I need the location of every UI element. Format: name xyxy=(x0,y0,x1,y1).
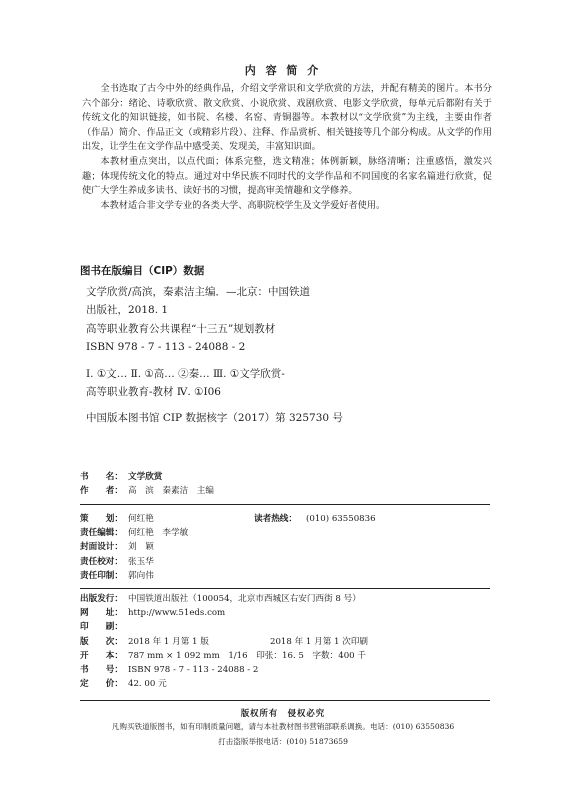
cip-block xyxy=(86,283,496,428)
format-label: 开 本： xyxy=(80,650,123,661)
editor-value: 何红艳 李学敏 xyxy=(128,528,189,539)
divider xyxy=(80,588,490,589)
cip-heading: 图书在版编目（CIP）数据 xyxy=(80,265,205,277)
quality-notice: 凡购买铁道版图书，如有印制质量问题，请与本社教材图书营销部联系调换。电话：(010) 63550836 xyxy=(111,722,455,731)
cip-line: 中国版本图书馆 CIP 数据核字（2017）第 325730 号 xyxy=(86,412,343,425)
cip-line: ISBN 978 - 7 - 113 - 24088 - 2 xyxy=(86,341,246,354)
editor-info xyxy=(80,512,500,583)
price-label: 定 价： xyxy=(80,679,123,690)
publisher-value: 中国铁道出版社（100054，北京市西城区右安门西街 8 号） xyxy=(128,594,361,604)
content-summary xyxy=(82,82,492,213)
price-value: 42. 00 元 xyxy=(128,679,167,690)
planner-label: 策 划： xyxy=(80,514,123,524)
divider xyxy=(80,700,490,701)
isbn-label: 书 号： xyxy=(80,665,123,676)
printing-value: 2018 年 1 月第 1 次印刷 xyxy=(270,636,369,647)
isbn-value: ISBN 978 - 7 - 113 - 24088 - 2 xyxy=(128,665,259,676)
proofreader-label: 责任校对： xyxy=(80,556,123,567)
summary-paragraph: 本教材适合非文学专业的各类大学、高职院校学生及文学爱好者使用。 xyxy=(100,199,386,211)
publishing-info xyxy=(80,592,500,691)
publisher-label: 出版发行： xyxy=(80,594,123,604)
website-value: http://www.51eds.com xyxy=(128,608,226,619)
cover-design-value: 刘 颖 xyxy=(128,542,154,553)
copyright-notice: 版权所有 侵权必究 xyxy=(240,708,326,718)
print-manager-value: 郭向伟 xyxy=(128,570,154,581)
summary-paragraph: 本教材重点突出，以点代面；体系完整，选文精准；体例新颖，脉络清晰；注重感悟，激发兴趣；体现传统文化的特点。通过对中华民族不同时代的文学作品和不同国度的名家名篇进行欣赏，促使广大学生养成多读书、读好书的习惯，提高审美情趣和文学修养。 xyxy=(82,155,492,197)
proofreader-value: 张玉华 xyxy=(128,556,154,567)
book-info xyxy=(80,470,500,498)
hotline-label: 读者热线： xyxy=(254,514,297,524)
edition-label: 版 次： xyxy=(80,636,123,647)
cip-line: 出版社，2018. 1 xyxy=(86,304,169,317)
cover-design-label: 封面设计： xyxy=(80,542,123,553)
title-label: 书 名： xyxy=(80,472,123,482)
book-title: 文学欣赏 xyxy=(128,472,163,482)
cip-line: 高等职业教育-教材 Ⅳ. ①I06 xyxy=(86,386,221,399)
author-value: 高 滨 秦素洁 主编 xyxy=(128,486,214,497)
cip-line: 高等职业教育公共课程“十三五”规划教材 xyxy=(86,322,276,335)
hotline-value: (010) 63550836 xyxy=(306,514,376,524)
summary-paragraph: 全书选取了古今中外的经典作品，介绍文学常识和文学欣赏的方法，并配有精美的图片。本书分六个部分：绪论、诗歌欣赏、散文欣赏、小说欣赏、戏剧欣赏、电影文学欣赏，每单元后都附有关于传统文化的知识链接，如书院、名楼、名窑、青铜器等。本教材以“文学欣赏”为主线，主要由作者（作品）简介、作品正文（或精彩片段）、注释、作品赏析、相关链接等几个部分构成。从文学的作用出发，让学生在文学作品中感受美、发现美，丰富知识面。 xyxy=(82,83,492,153)
page-title: 内 容 简 介 xyxy=(244,64,322,77)
piracy-hotline: 打击盗版举报电话：(010) 51873659 xyxy=(218,737,348,746)
divider xyxy=(80,504,490,505)
editor-label: 责任编辑： xyxy=(80,528,123,539)
website-label: 网 址： xyxy=(80,608,123,619)
print-manager-label: 责任印制： xyxy=(80,570,123,581)
cip-line: Ⅰ. ①文… Ⅱ. ①高… ②秦… Ⅲ. ①文学欣赏- xyxy=(86,367,285,380)
edition-value: 2018 年 1 月第 1 版 xyxy=(128,636,209,647)
planner-value: 何红艳 xyxy=(128,514,154,524)
format-value: 787 mm × 1 092 mm 1/16 印张：16. 5 字数：400 千 xyxy=(128,650,366,661)
cip-line: 文学欣赏/高滨，秦素洁主编．—北京：中国铁道 xyxy=(86,286,311,298)
author-label: 作 者： xyxy=(80,486,123,497)
printer-label: 印 刷： xyxy=(80,622,123,633)
